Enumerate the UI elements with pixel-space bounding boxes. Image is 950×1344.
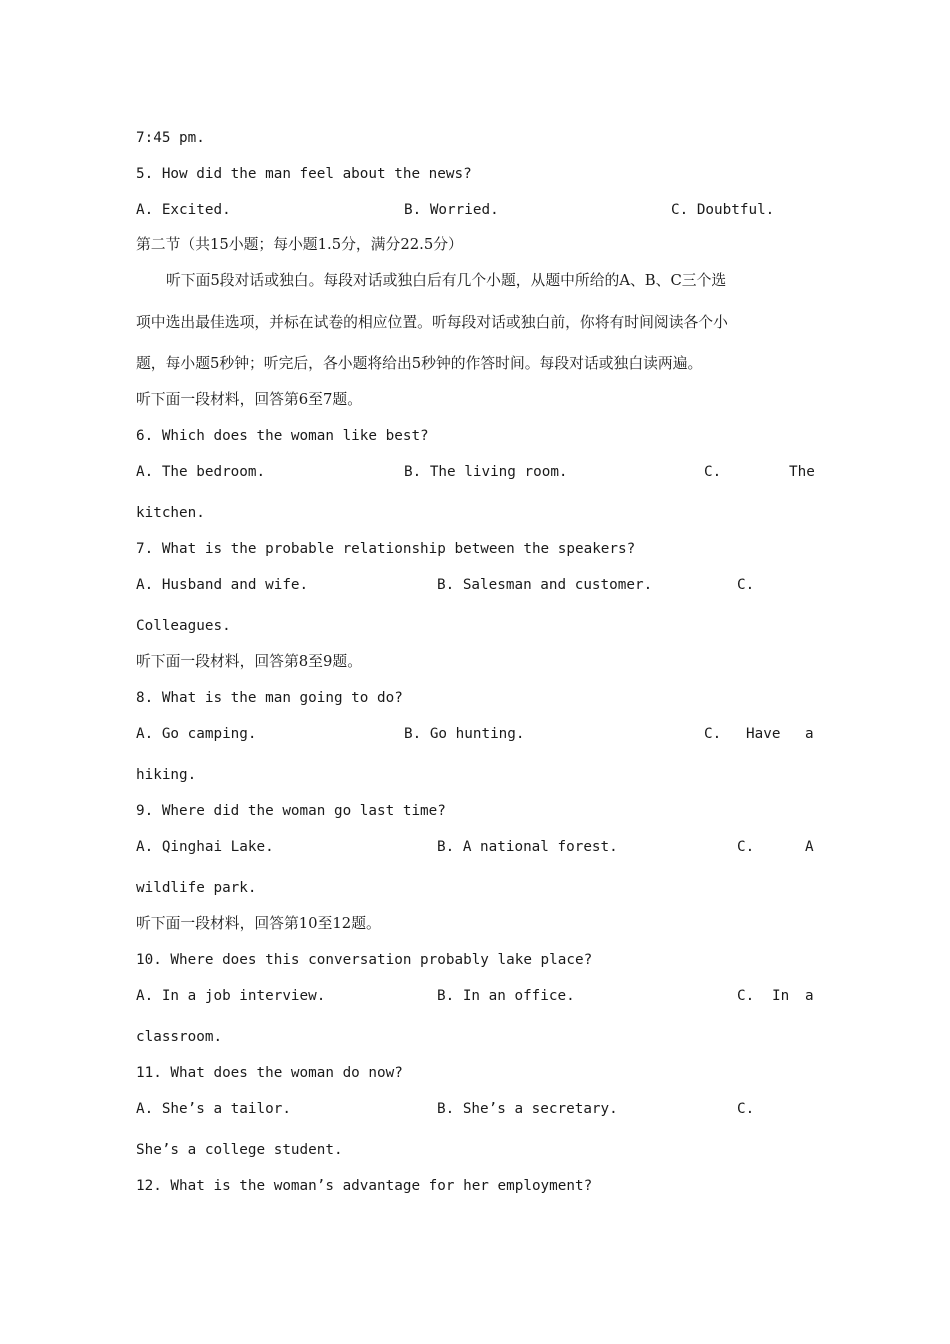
question-9-option-a: A. Qinghai Lake. [136, 839, 274, 855]
question-9-option-b: B. A national forest. [437, 839, 618, 855]
instructions-line-3: 题，每小题5秒钟；听完后，各小题将给出5秒钟的作答时间。每段对话或独白读两遍。 [136, 355, 703, 372]
question-7-option-c-letter: C. [737, 577, 755, 593]
question-9-option-c-letter: C. [737, 839, 755, 855]
question-11-option-b: B. She’s a secretary. [437, 1101, 618, 1117]
question-10-option-c-wrap: classroom. [136, 1029, 223, 1045]
question-7-option-b: B. Salesman and customer. [437, 577, 653, 593]
question-8-option-c-letter: C. [704, 726, 722, 742]
question-8-option-c-word-1: Have [746, 726, 781, 742]
question-6-option-c-wrap: kitchen. [136, 505, 205, 521]
question-11: 11. What does the woman do now? [136, 1065, 403, 1081]
question-12: 12. What is the woman’s advantage for her employment? [136, 1178, 593, 1194]
question-10-option-c-word-1: In [772, 988, 790, 1004]
question-5-option-b: B. Worried. [404, 202, 499, 218]
question-5-option-c: C. Doubtful. [671, 202, 775, 218]
prev-answer-continuation: 7:45 pm. [136, 130, 205, 146]
question-6-option-b: B. The living room. [404, 464, 568, 480]
question-10-option-b: B. In an office. [437, 988, 575, 1004]
question-5-option-a: A. Excited. [136, 202, 231, 218]
instructions-line-2: 项中选出最佳选项，并标在试卷的相应位置。听每段对话或独白前，你将有时间阅读各个小 [136, 314, 728, 331]
question-6-option-c-letter: C. [704, 464, 722, 480]
question-8-option-c-word-2: a [805, 726, 814, 742]
question-9-option-c-word: A [805, 839, 814, 855]
question-8-option-b: B. Go hunting. [404, 726, 525, 742]
question-8-option-c-wrap: hiking. [136, 767, 197, 783]
question-9-option-c-wrap: wildlife park. [136, 880, 257, 896]
question-5: 5. How did the man feel about the news? [136, 166, 472, 182]
question-10: 10. Where does this conversation probably lake place? [136, 952, 593, 968]
material-heading-10-12: 听下面一段材料，回答第10至12题。 [136, 915, 381, 932]
section-2-heading: 第二节（共15小题；每小题1.5分，满分22.5分） [136, 236, 463, 253]
question-9: 9. Where did the woman go last time? [136, 803, 446, 819]
question-11-option-c-wrap: She’s a college student. [136, 1142, 343, 1158]
question-10-option-c-letter: C. [737, 988, 755, 1004]
material-heading-8-9: 听下面一段材料，回答第8至9题。 [136, 653, 362, 670]
question-8-option-a: A. Go camping. [136, 726, 257, 742]
question-7-option-c-wrap: Colleagues. [136, 618, 231, 634]
question-7-option-a: A. Husband and wife. [136, 577, 309, 593]
question-10-option-c-word-2: a [805, 988, 814, 1004]
question-11-option-c-letter: C. [737, 1101, 755, 1117]
question-11-option-a: A. She’s a tailor. [136, 1101, 291, 1117]
question-10-option-a: A. In a job interview. [136, 988, 326, 1004]
material-heading-6-7: 听下面一段材料，回答第6至7题。 [136, 391, 362, 408]
instructions-line-1: 听下面5段对话或独白。每段对话或独白后有几个小题，从题中所给的A、B、C三个选 [166, 272, 727, 289]
question-6-option-a: A. The bedroom. [136, 464, 266, 480]
question-6: 6. Which does the woman like best? [136, 428, 429, 444]
question-6-option-c-text: The [789, 464, 815, 480]
question-8: 8. What is the man going to do? [136, 690, 403, 706]
question-7: 7. What is the probable relationship between the speakers? [136, 541, 636, 557]
